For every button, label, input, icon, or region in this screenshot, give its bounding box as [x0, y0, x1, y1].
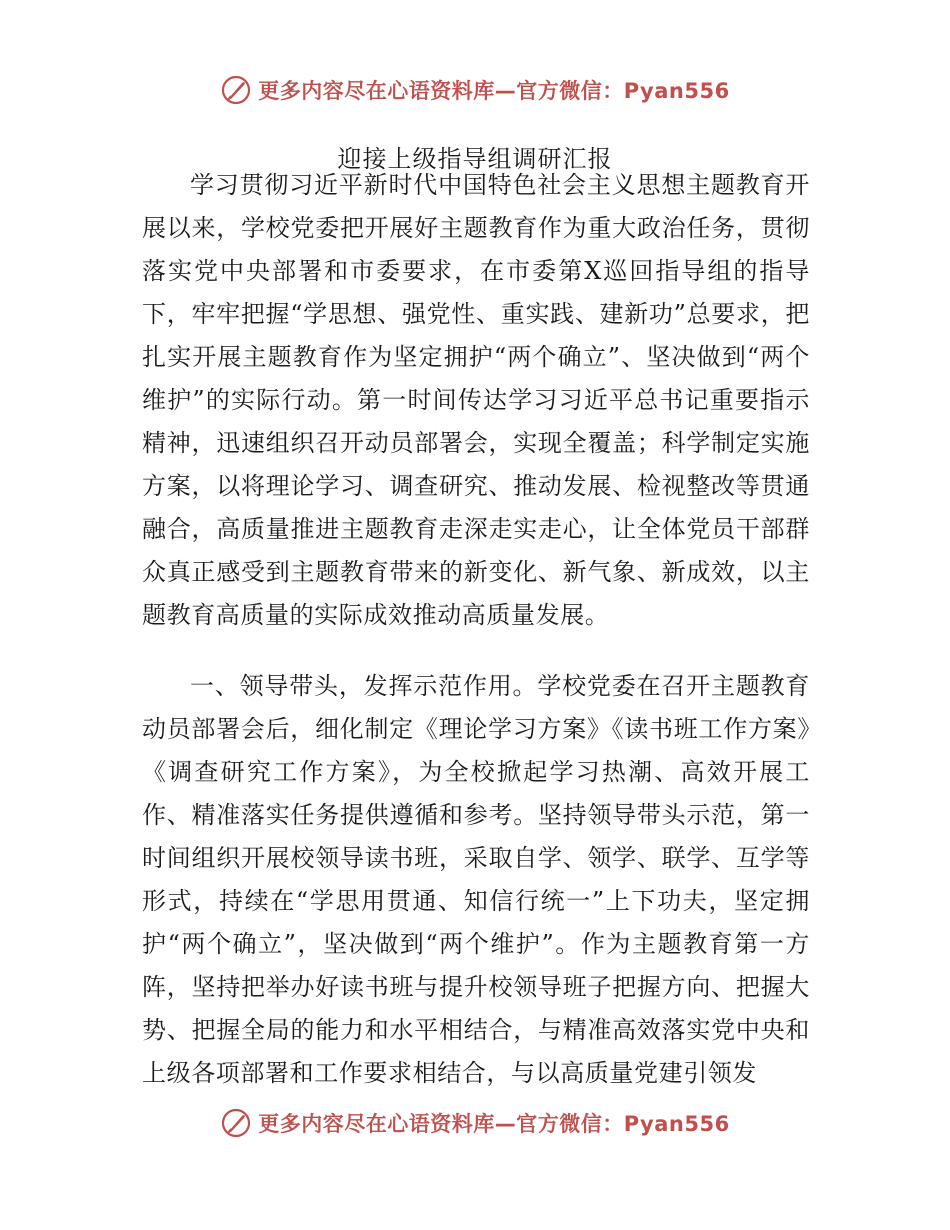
watermark-banner-top — [0, 70, 950, 110]
watermark-banner-bottom — [0, 1103, 950, 1143]
quill-logo-icon — [220, 74, 252, 106]
quill-logo-icon — [220, 1107, 252, 1139]
watermark-text: 更多内容尽在心语资料库—官方微信：Pyan556 — [258, 1112, 730, 1136]
watermark-text: 更多内容尽在心语资料库—官方微信：Pyan556 — [258, 79, 730, 103]
body-paragraph-intro: 学习贯彻习近平新时代中国特色社会主义思想主题教育开展以来，学校党委把开展好主题教育作为重大政治任务，贯彻落实党中央部署和市委要求，在市委第X巡回指导组的指导下，牢牢把握“学思想、强党性、重实践、建新功”总要求，把扎实开展主题教育作为坚定拥护“两个确立”、坚决做到“两个维护”的实际行动。第一时间传达学习习近平总书记重要指示精神，迅速组织召开动员部署会，实现全覆盖；科学制定实施方案，以将理论学习、调查研究、推动发展、检视整改等贯通融合，高质量推进主题教育走深走实走心，让全体党员干部群众真正感受到主题教育带来的新变化、新气象、新成效，以主题教育高质量的实际成效推动高质量发展。 — [142, 171, 810, 629]
document-title: 迎接上级指导组调研汇报 — [337, 145, 613, 173]
body-paragraph-section-1: 一、领导带头，发挥示范作用。学校党委在召开主题教育动员部署会后，细化制定《理论学习方案》《读书班工作方案》《调查研究工作方案》，为全校掀起学习热潮、高效开展工作、精准落实任务提供遵循和参考。坚持领导带头示范，第一时间组织开展校领导读书班，采取自学、领学、联学、互学等形式，持续在“学思用贯通、知信行统一”上下功夫，坚定拥护“两个确立”，坚决做到“两个维护”。作为主题教育第一方阵，坚持把举办好读书班与提升校领导班子把握方向、把握大势、把握全局的能力和水平相结合，与精准高效落实党中央和上级各项部署和工作要求相结合，与以高质量党建引领发 — [142, 672, 810, 1087]
